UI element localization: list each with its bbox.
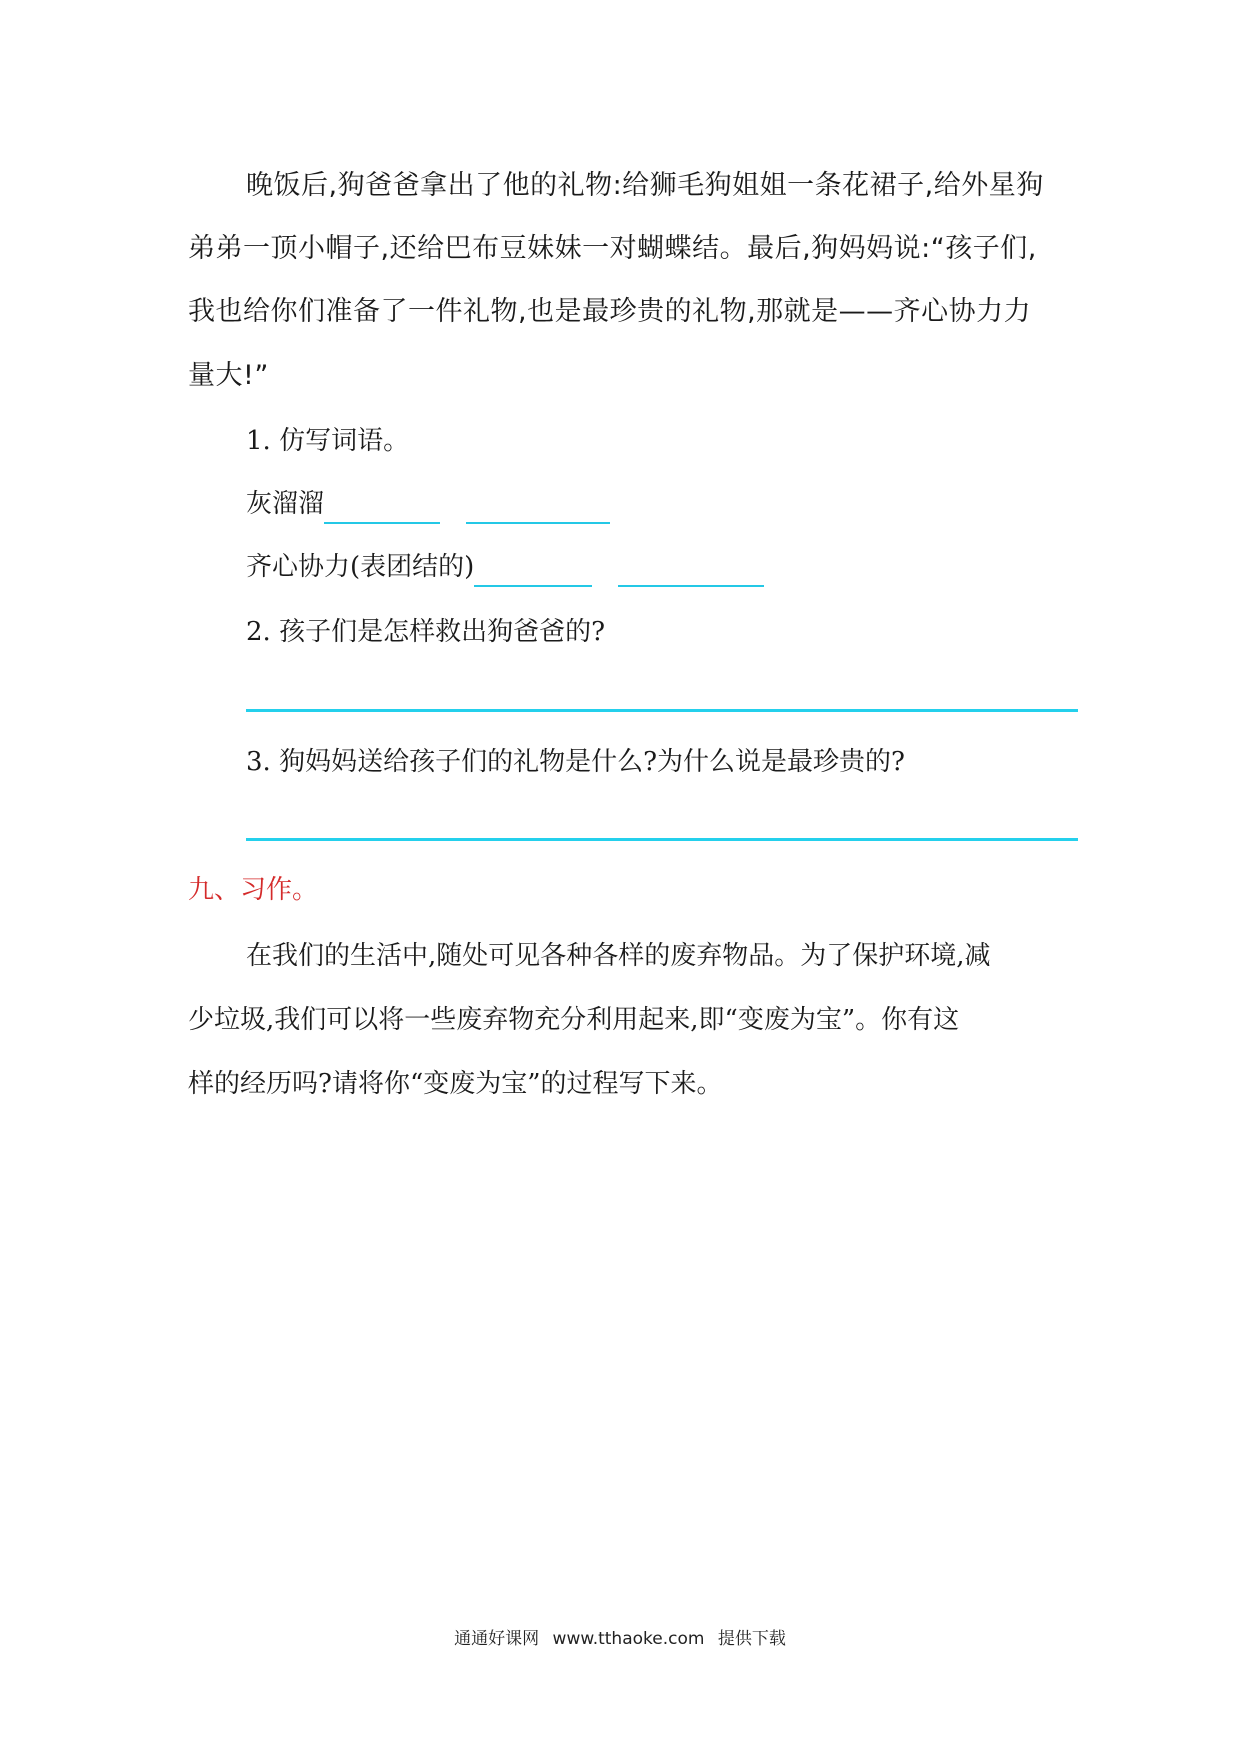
question-1-title: 1. 仿写词语。	[246, 426, 410, 456]
fill-blank-2a[interactable]	[474, 555, 592, 587]
passage-line-1: 晚饭后,狗爸爸拿出了他的礼物:给狮毛狗姐姐一条花裙子,给外星狗	[246, 170, 1044, 201]
question-1-item-2	[246, 547, 1146, 587]
fill-blank-1b[interactable]	[466, 492, 610, 524]
question-1-item-1	[246, 484, 1146, 524]
page-footer	[0, 1624, 1240, 1649]
footer-url[interactable]: www.tthaoke.com	[552, 1629, 705, 1649]
passage-line-3: 我也给你们准备了一件礼物,也是最珍贵的礼物,那就是——齐心协力力	[188, 296, 1032, 327]
passage-line-4: 量大!”	[188, 360, 269, 391]
question-2-title: 2. 孩子们是怎样救出狗爸爸的?	[246, 617, 606, 647]
answer-line-q2[interactable]	[246, 709, 1078, 712]
passage-line-2: 弟弟一顶小帽子,还给巴布豆妹妹一对蝴蝶结。最后,狗妈妈说:“孩子们,	[188, 233, 1037, 264]
question-1-item-1-prefix: 灰溜溜	[246, 489, 325, 519]
answer-line-q3[interactable]	[246, 838, 1078, 841]
section-9-line-1: 在我们的生活中,随处可见各种各样的废弃物品。为了保护环境,减	[246, 941, 991, 971]
question-1-item-2-prefix: 齐心协力(表团结的)	[246, 552, 475, 582]
fill-blank-1a[interactable]	[324, 492, 440, 524]
section-9-line-3: 样的经历吗?请将你“变废为宝”的过程写下来。	[188, 1069, 723, 1099]
question-3-title: 3. 狗妈妈送给孩子们的礼物是什么?为什么说是最珍贵的?	[246, 747, 905, 777]
footer-site-name: 通通好课网	[454, 1629, 540, 1649]
footer-suffix: 提供下载	[717, 1629, 786, 1649]
section-9-heading: 九、习作。	[188, 875, 319, 905]
section-9-line-2: 少垃圾,我们可以将一些废弃物充分利用起来,即“变废为宝”。你有这	[188, 1005, 960, 1035]
fill-blank-2b[interactable]	[618, 555, 764, 587]
